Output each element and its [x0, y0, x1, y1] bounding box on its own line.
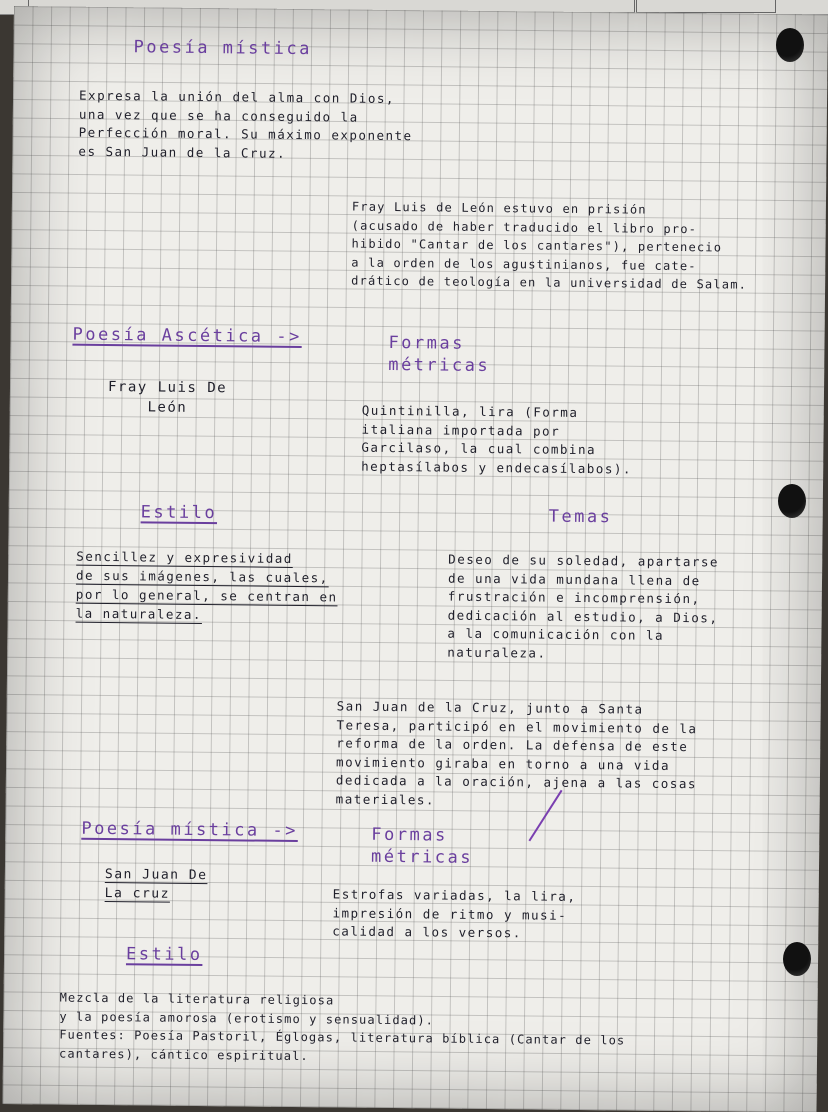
estilo-text-2: Mezcla de la literatura religiosa y la poesía amorosa (erotismo y sensualidad). Fuentes: Poesía Pastoril, Églogas, literatura bíblica (Cantar de los cantares), cántico espiritual.: [58, 990, 626, 1063]
fray-luis-label: Fray Luis De León: [107, 379, 228, 416]
estilo-heading-1: Estilo: [140, 502, 218, 524]
top-edge-tab: [636, 0, 776, 13]
formas-text-2: Estrofas variadas, la lira, impresión de ritmo y musi- calidad a los versos.: [332, 886, 577, 941]
title-poesia-mistica: Poesía mística: [133, 37, 312, 60]
formas-metricas-heading-1: Formas métricas: [388, 332, 491, 377]
san-juan-biography: San Juan de la Cruz, junto a Santa Teresa, participó en el movimiento de la reforma de la orden. La defensa de este movimiento giraba en torno a una vida dedicada a la oración, ajena a las cosas materiales.: [335, 698, 698, 807]
intro-paragraph: Expresa la unión del alma con Dios, una vez que se ha conseguido la Perfección moral. Su máximo exponente es San Juan de la Cruz.: [78, 87, 413, 161]
heading-poesia-mistica-2: Poesía mística ->: [81, 818, 298, 842]
estilo-text-1: Sencillez y expresividad de sus imágenes, las cuales, por lo general, se centran en la naturaleza.: [75, 548, 338, 623]
fray-luis-biography: Fray Luis de León estuvo en prisión (acusado de haber traducido el libro pro- hibido "Cantar de los cantares"), pertenecio a la orden de los agustinianos, fue cate- drático de teología en la universidad de Salam.: [351, 199, 748, 292]
temas-text: Deseo de su soledad, apartarse de una vida mundana llena de frustración e incomprensión, dedicación al estudio, a Dios, a la comunicación con la naturaleza.: [447, 551, 720, 661]
formas-text-1: Quintinilla, lira (Forma italiana importada por Garcilaso, la cual combina heptasílabos y endecasílabos).: [361, 402, 633, 476]
estilo-heading-2: Estilo: [125, 944, 203, 966]
san-juan-label: San Juan De La cruz: [104, 867, 208, 902]
binder-hole: [776, 28, 804, 62]
binder-hole: [783, 942, 811, 976]
notebook-page: [3, 6, 828, 1112]
temas-heading: Temas: [548, 506, 613, 528]
heading-poesia-ascetica: Poesía Ascética ->: [72, 324, 302, 348]
formas-metricas-heading-2: Formas métricas: [371, 824, 474, 868]
binder-hole: [778, 484, 806, 518]
